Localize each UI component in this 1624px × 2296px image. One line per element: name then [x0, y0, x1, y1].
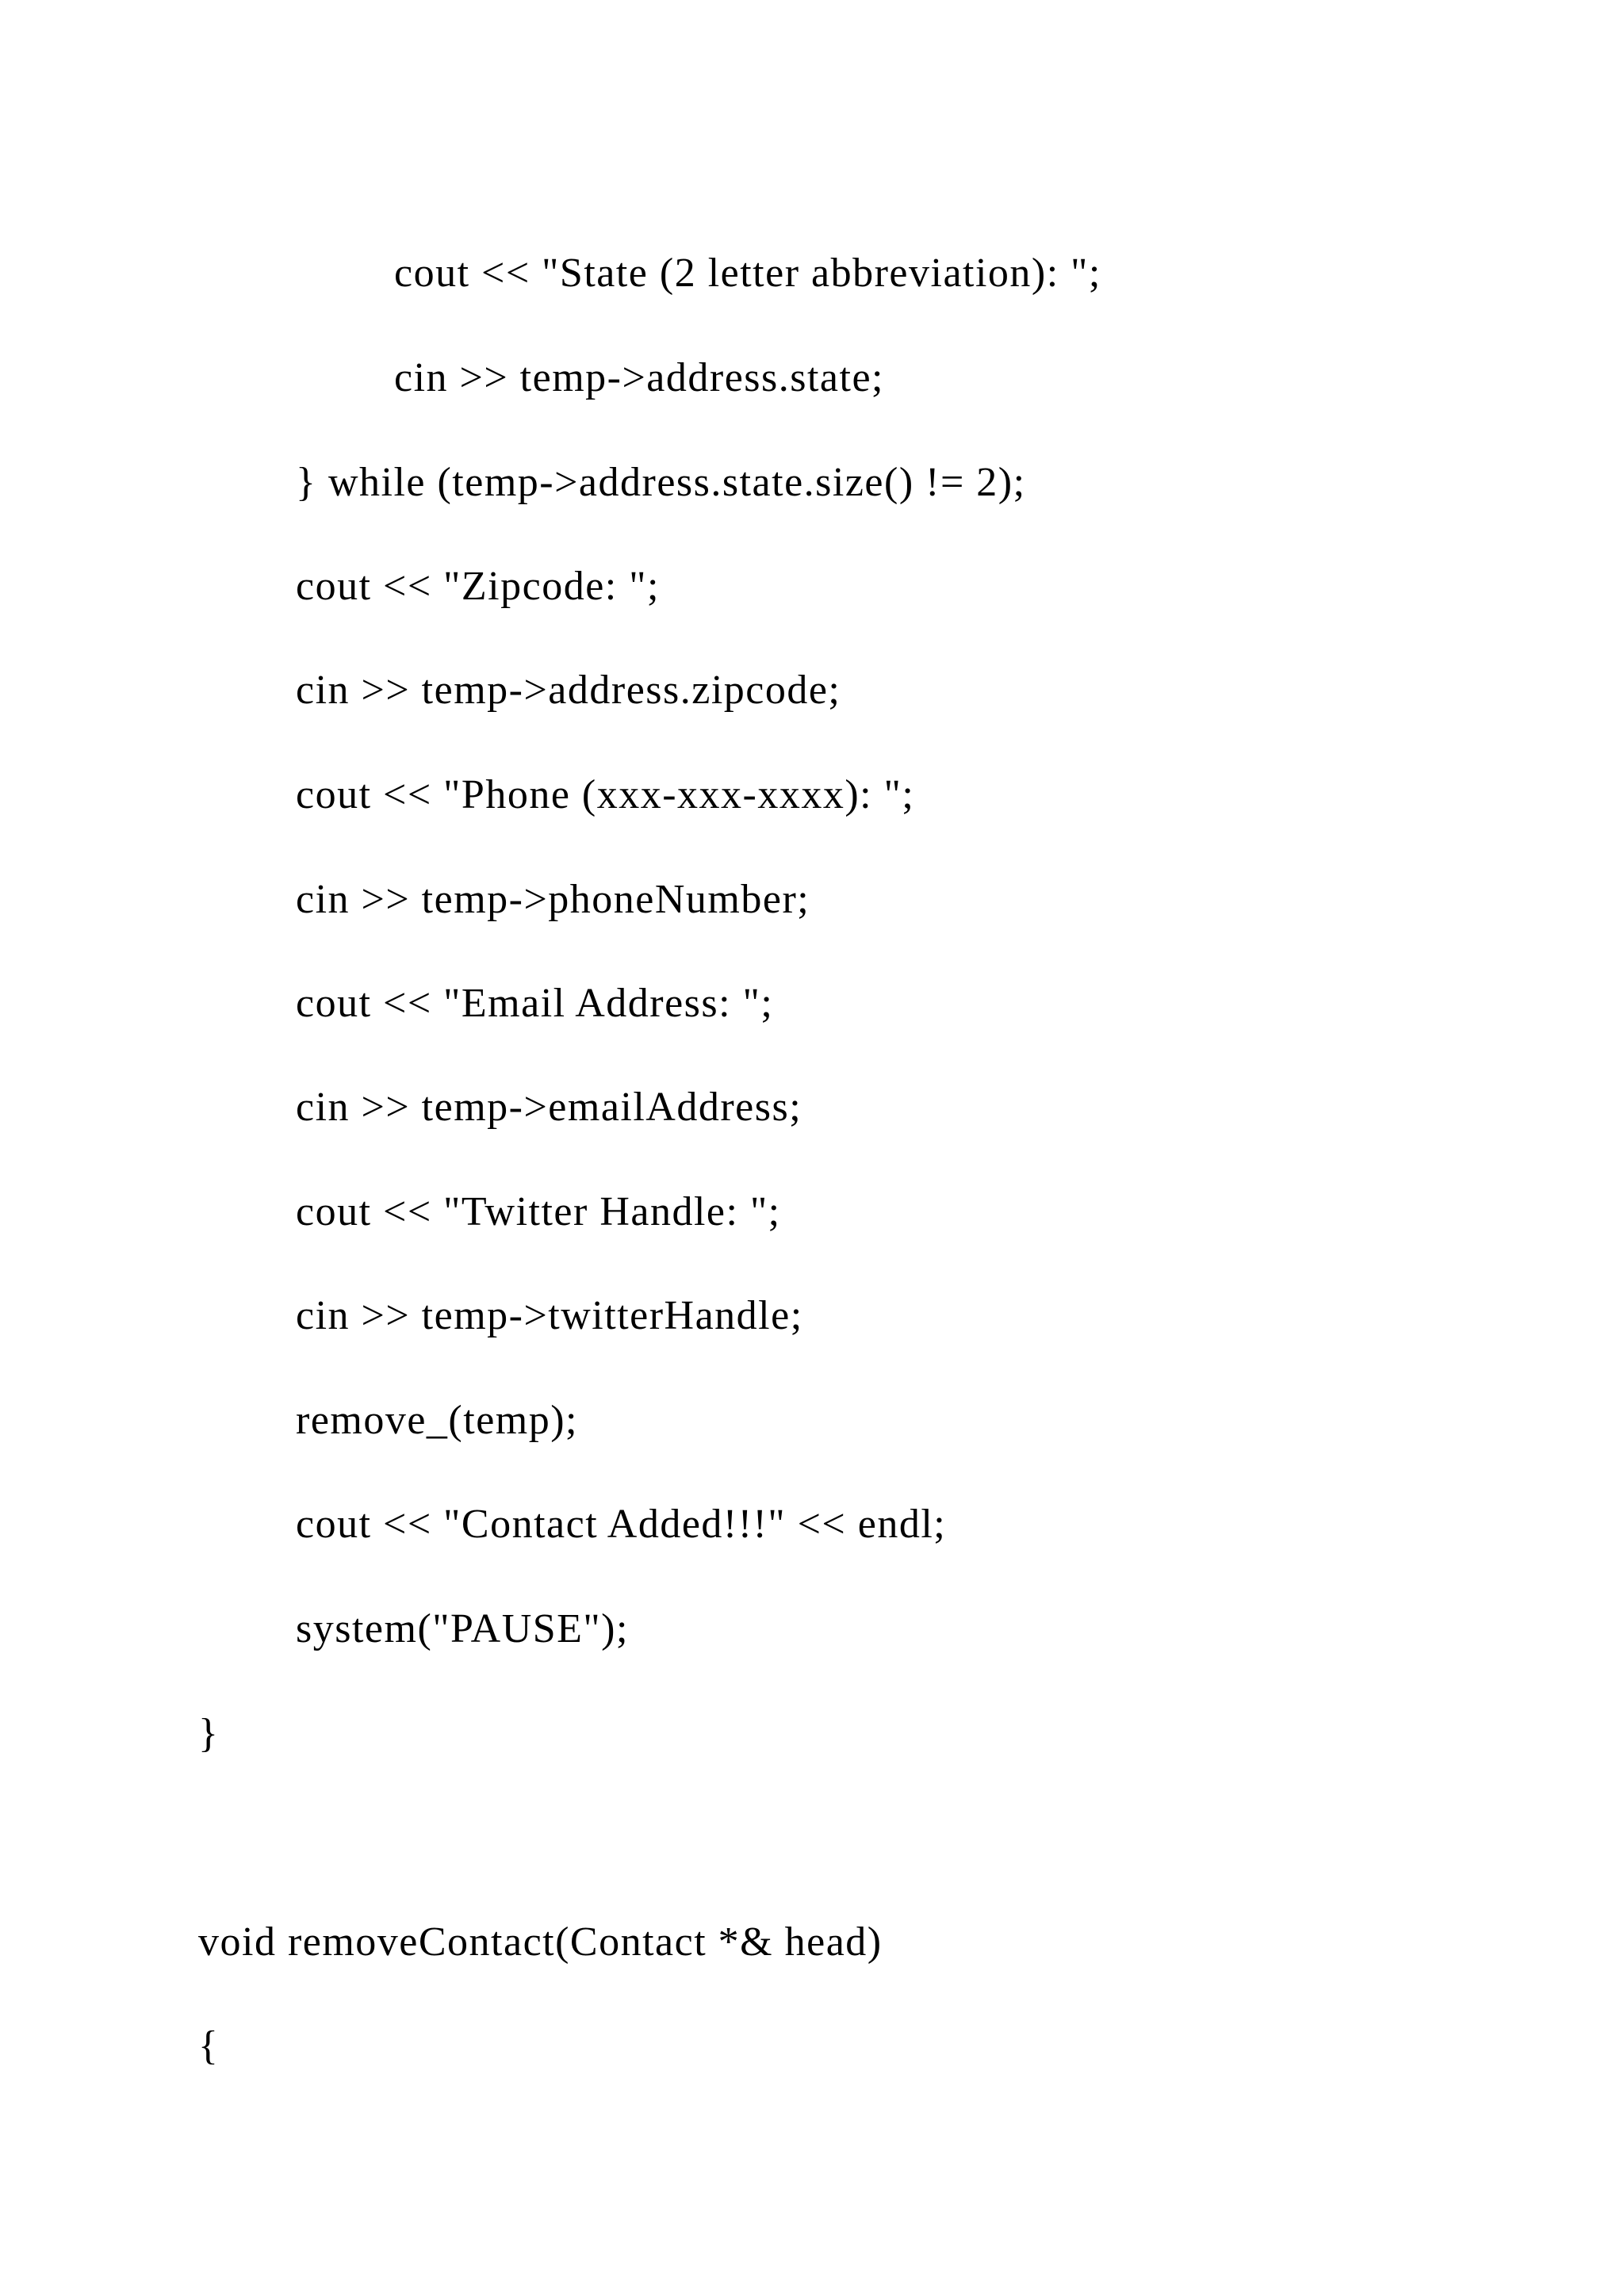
- code-line: cout << "Zipcode: ";: [296, 564, 660, 609]
- code-line: system("PAUSE");: [296, 1606, 629, 1651]
- code-line: void removeContact(Contact *& head): [198, 1919, 883, 1965]
- code-line: cin >> temp->emailAddress;: [296, 1085, 802, 1130]
- code-line: cout << "Email Address: ";: [296, 981, 774, 1026]
- code-line: } while (temp->address.state.size() != 2);: [296, 460, 1026, 505]
- code-line: cout << "Phone (xxx-xxx-xxxx): ";: [296, 772, 915, 817]
- code-line: cout << "Contact Added!!!" << endl;: [296, 1502, 947, 1547]
- code-line: }: [198, 1711, 220, 1756]
- code-line: cin >> temp->twitterHandle;: [296, 1293, 803, 1338]
- code-line: cin >> temp->phoneNumber;: [296, 877, 810, 922]
- code-line: {: [198, 2023, 220, 2068]
- code-line: remove_(temp);: [296, 1398, 578, 1443]
- code-line: cin >> temp->address.zipcode;: [296, 668, 841, 713]
- code-line: cin >> temp->address.state;: [394, 355, 884, 400]
- code-line: cout << "Twitter Handle: ";: [296, 1189, 781, 1234]
- code-line: cout << "State (2 letter abbreviation): ";: [394, 251, 1101, 296]
